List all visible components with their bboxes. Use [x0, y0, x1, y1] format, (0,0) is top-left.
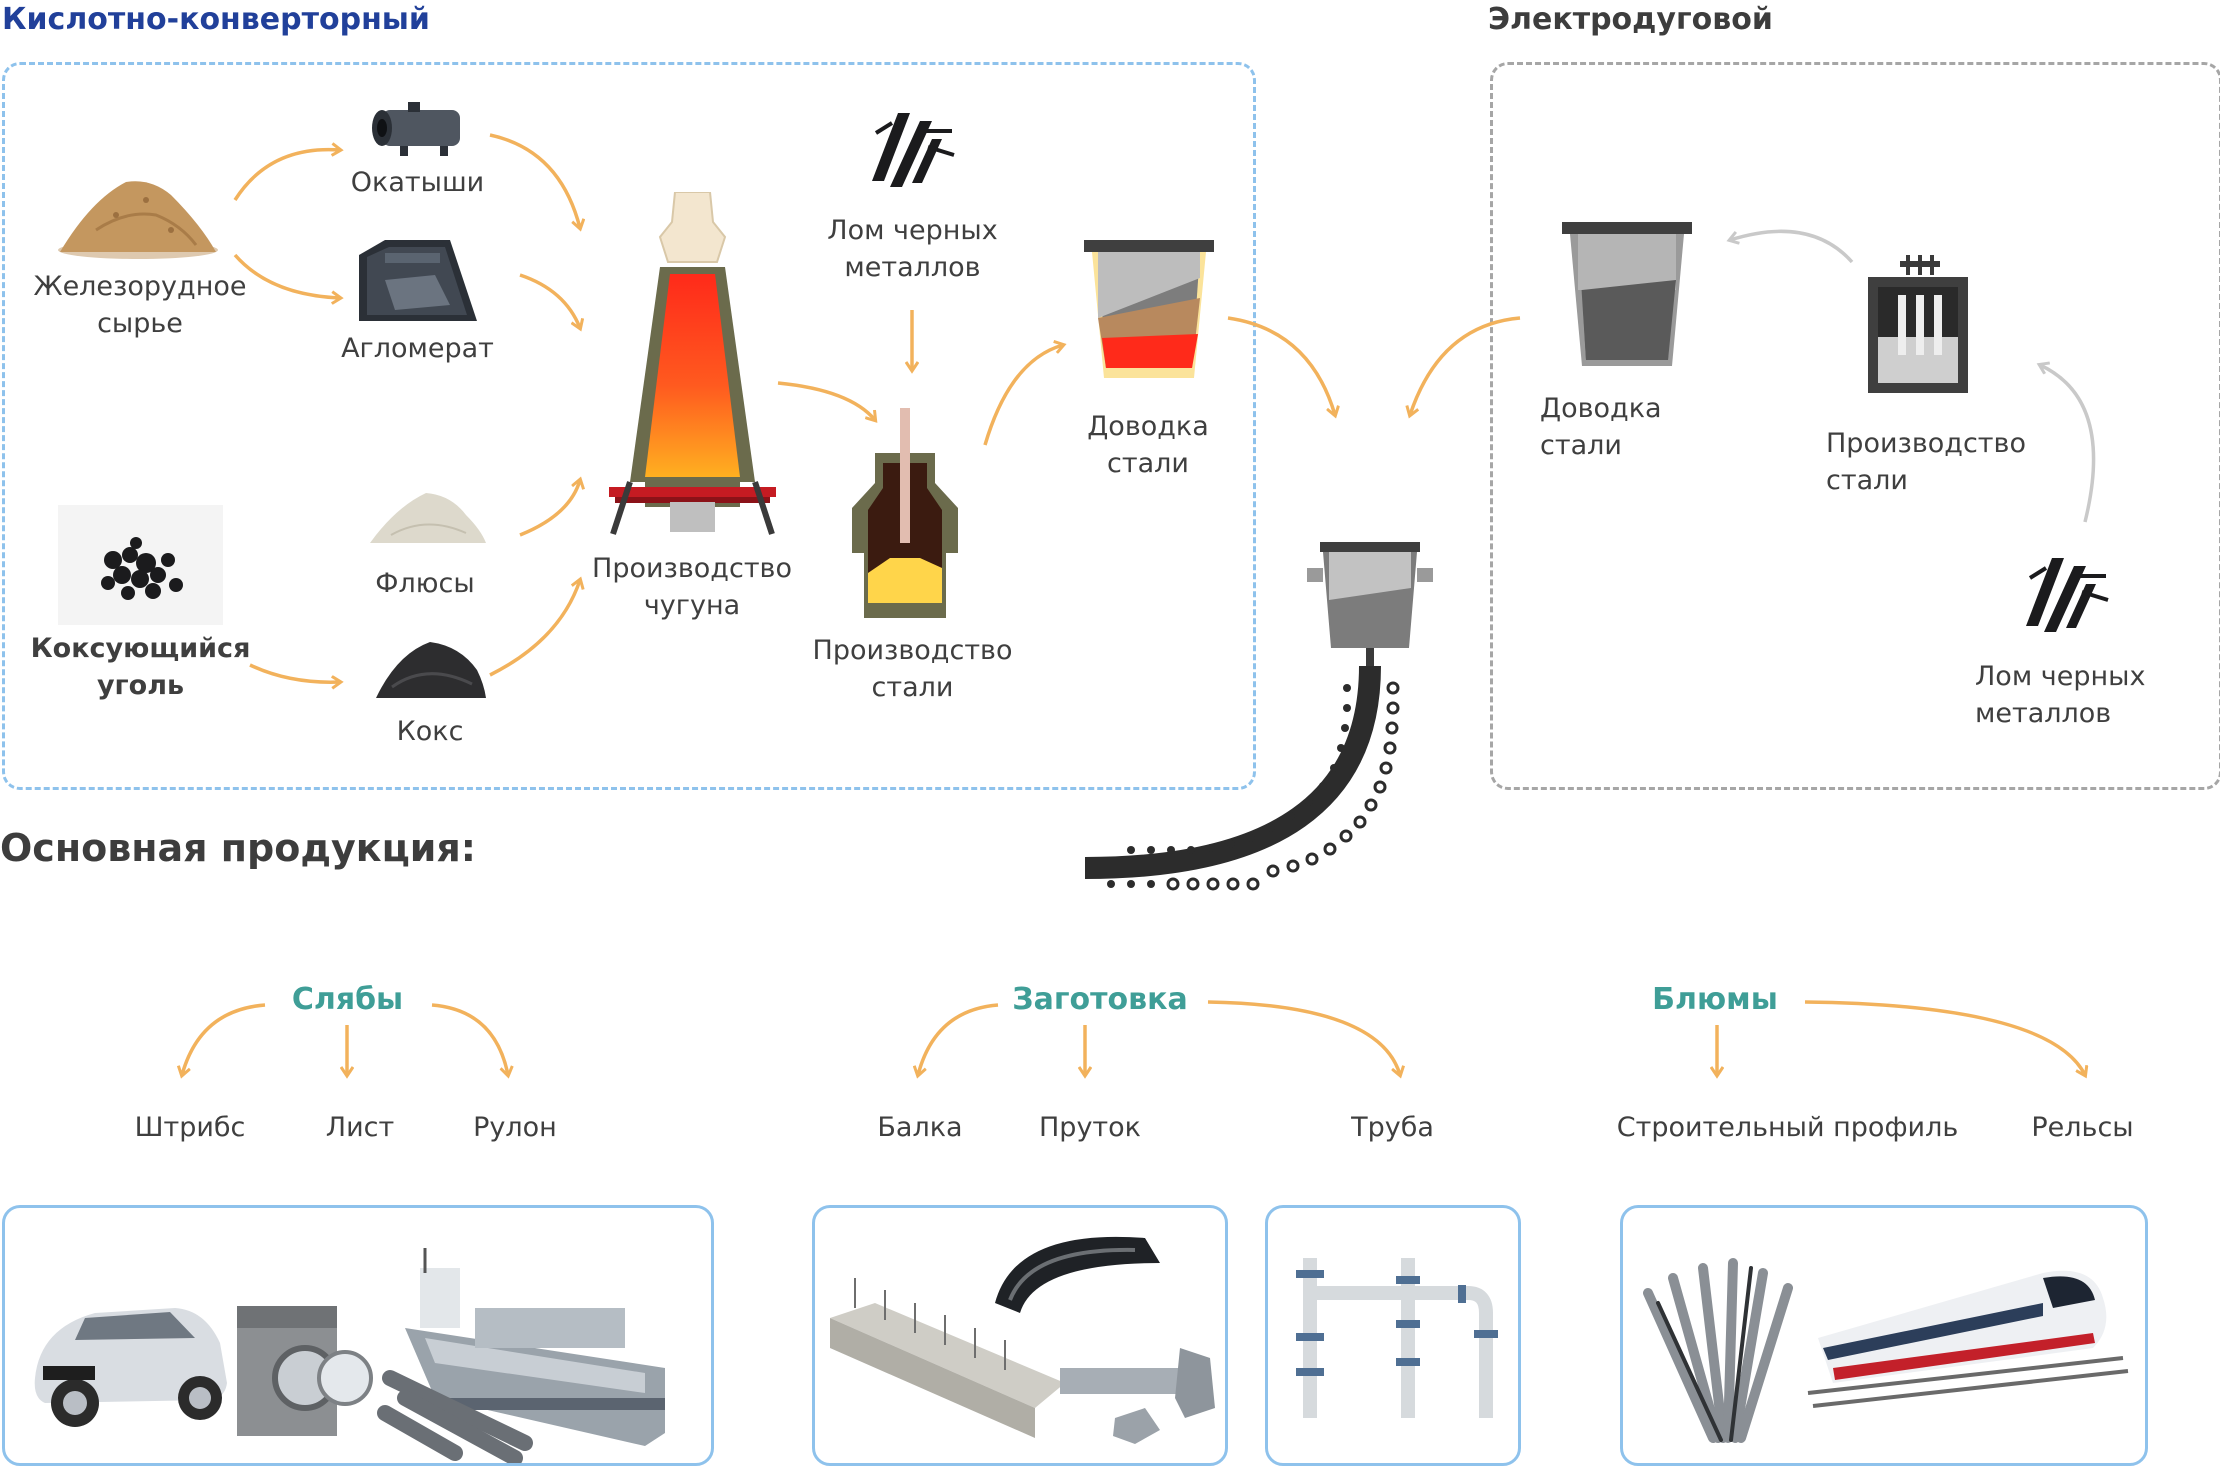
product-coil: Рулон — [473, 1112, 557, 1143]
arrow-billets-right — [1208, 1002, 1400, 1075]
bof-title: Кислотно-конверторный — [2, 2, 430, 37]
product-pipe: Труба — [1351, 1112, 1434, 1143]
steel-profiles-icon — [1648, 1263, 1788, 1438]
category-slabs: Слябы — [291, 982, 404, 1017]
arrow-ore-pellets — [235, 150, 340, 200]
tire-icon — [995, 1237, 1160, 1313]
category-billets: Заготовка — [1012, 982, 1188, 1017]
slabs-applications-frame — [2, 1205, 714, 1466]
coke-icon — [372, 632, 488, 704]
slabs-applications-image — [5, 1208, 711, 1463]
pellets-label: Окатыши — [350, 167, 485, 198]
scrap-label: Лом черных металлов — [827, 215, 998, 283]
billets-applications-image — [815, 1208, 1225, 1463]
blast-furnace-icon — [605, 192, 780, 537]
fluxes-icon — [366, 485, 490, 549]
arrow-billets-left — [918, 1005, 998, 1075]
arrow-slabs-left — [182, 1005, 265, 1075]
agglomerate-icon — [355, 235, 480, 325]
product-beam: Балка — [877, 1112, 963, 1143]
arrow-eaf-scrap-furnace — [2040, 365, 2094, 522]
iron-ore-icon — [56, 170, 220, 262]
product-strips: Штрибс — [134, 1112, 246, 1143]
eaf-refining-label: Доводка стали — [1540, 393, 1662, 461]
car-icon — [35, 1308, 227, 1427]
arrow-slabs-right — [432, 1005, 508, 1075]
blooms-applications-image — [1623, 1208, 2145, 1463]
bof-refining-label: Доводка стали — [1087, 411, 1209, 479]
eaf-steel-production-label: Производство стали — [1826, 428, 2026, 496]
billets-applications-frame — [812, 1205, 1228, 1466]
eaf-ladle-icon — [1560, 220, 1694, 370]
eaf-scrap-icon — [2022, 548, 2110, 638]
bof-steel-production-label: Производство стали — [812, 635, 1013, 703]
fluxes-label: Флюсы — [375, 568, 475, 599]
product-structural-profile: Строительный профиль — [1616, 1112, 1959, 1143]
bof-ladle-icon — [1082, 238, 1216, 386]
train-icon — [1808, 1271, 2128, 1406]
concrete-beam-icon — [830, 1278, 1065, 1438]
coking-coal-icon — [58, 505, 223, 625]
blooms-applications-frame — [1620, 1205, 2148, 1466]
arrow-eaf-ladle-caster — [1410, 318, 1520, 415]
arc-furnace-icon — [1866, 255, 1970, 395]
coking-coal-label: Коксующийся уголь — [30, 633, 251, 701]
scrap-icon — [868, 103, 956, 193]
continuous-caster-icon — [1075, 538, 1435, 893]
pellets-icon — [360, 98, 480, 158]
pipe-applications-frame — [1265, 1205, 1521, 1466]
iron-ore-label: Железорудное сырье — [33, 271, 247, 339]
agglomerate-label: Агломерат — [341, 333, 494, 364]
main-products-heading: Основная продукция: — [0, 826, 476, 870]
coke-label: Кокс — [396, 716, 464, 747]
arrow-fluxes-furnace — [520, 480, 580, 535]
product-rod: Пруток — [1039, 1112, 1141, 1143]
product-rails: Рельсы — [2031, 1112, 2134, 1143]
pig-iron-production-label: Производство чугуна — [592, 553, 792, 621]
washing-machine-icon — [237, 1306, 371, 1436]
arrow-ladle-caster — [1228, 318, 1335, 415]
eaf-scrap-label: Лом черных металлов — [1975, 661, 2146, 729]
arrow-eaf-furnace-ladle — [1730, 231, 1852, 262]
arrow-coke-furnace — [490, 580, 580, 675]
pipe-applications-image — [1268, 1208, 1518, 1463]
bolt-icon — [1060, 1348, 1215, 1444]
category-blooms: Блюмы — [1652, 982, 1778, 1017]
converter-icon — [850, 408, 960, 623]
eaf-title: Электродуговой — [1488, 2, 1773, 37]
arrow-agglomerate-furnace — [520, 275, 580, 328]
arrow-blooms-right — [1805, 1002, 2085, 1075]
arrow-coal-coke — [250, 665, 340, 682]
arrow-ore-agglomerate — [235, 255, 340, 298]
product-sheet: Лист — [325, 1112, 395, 1143]
